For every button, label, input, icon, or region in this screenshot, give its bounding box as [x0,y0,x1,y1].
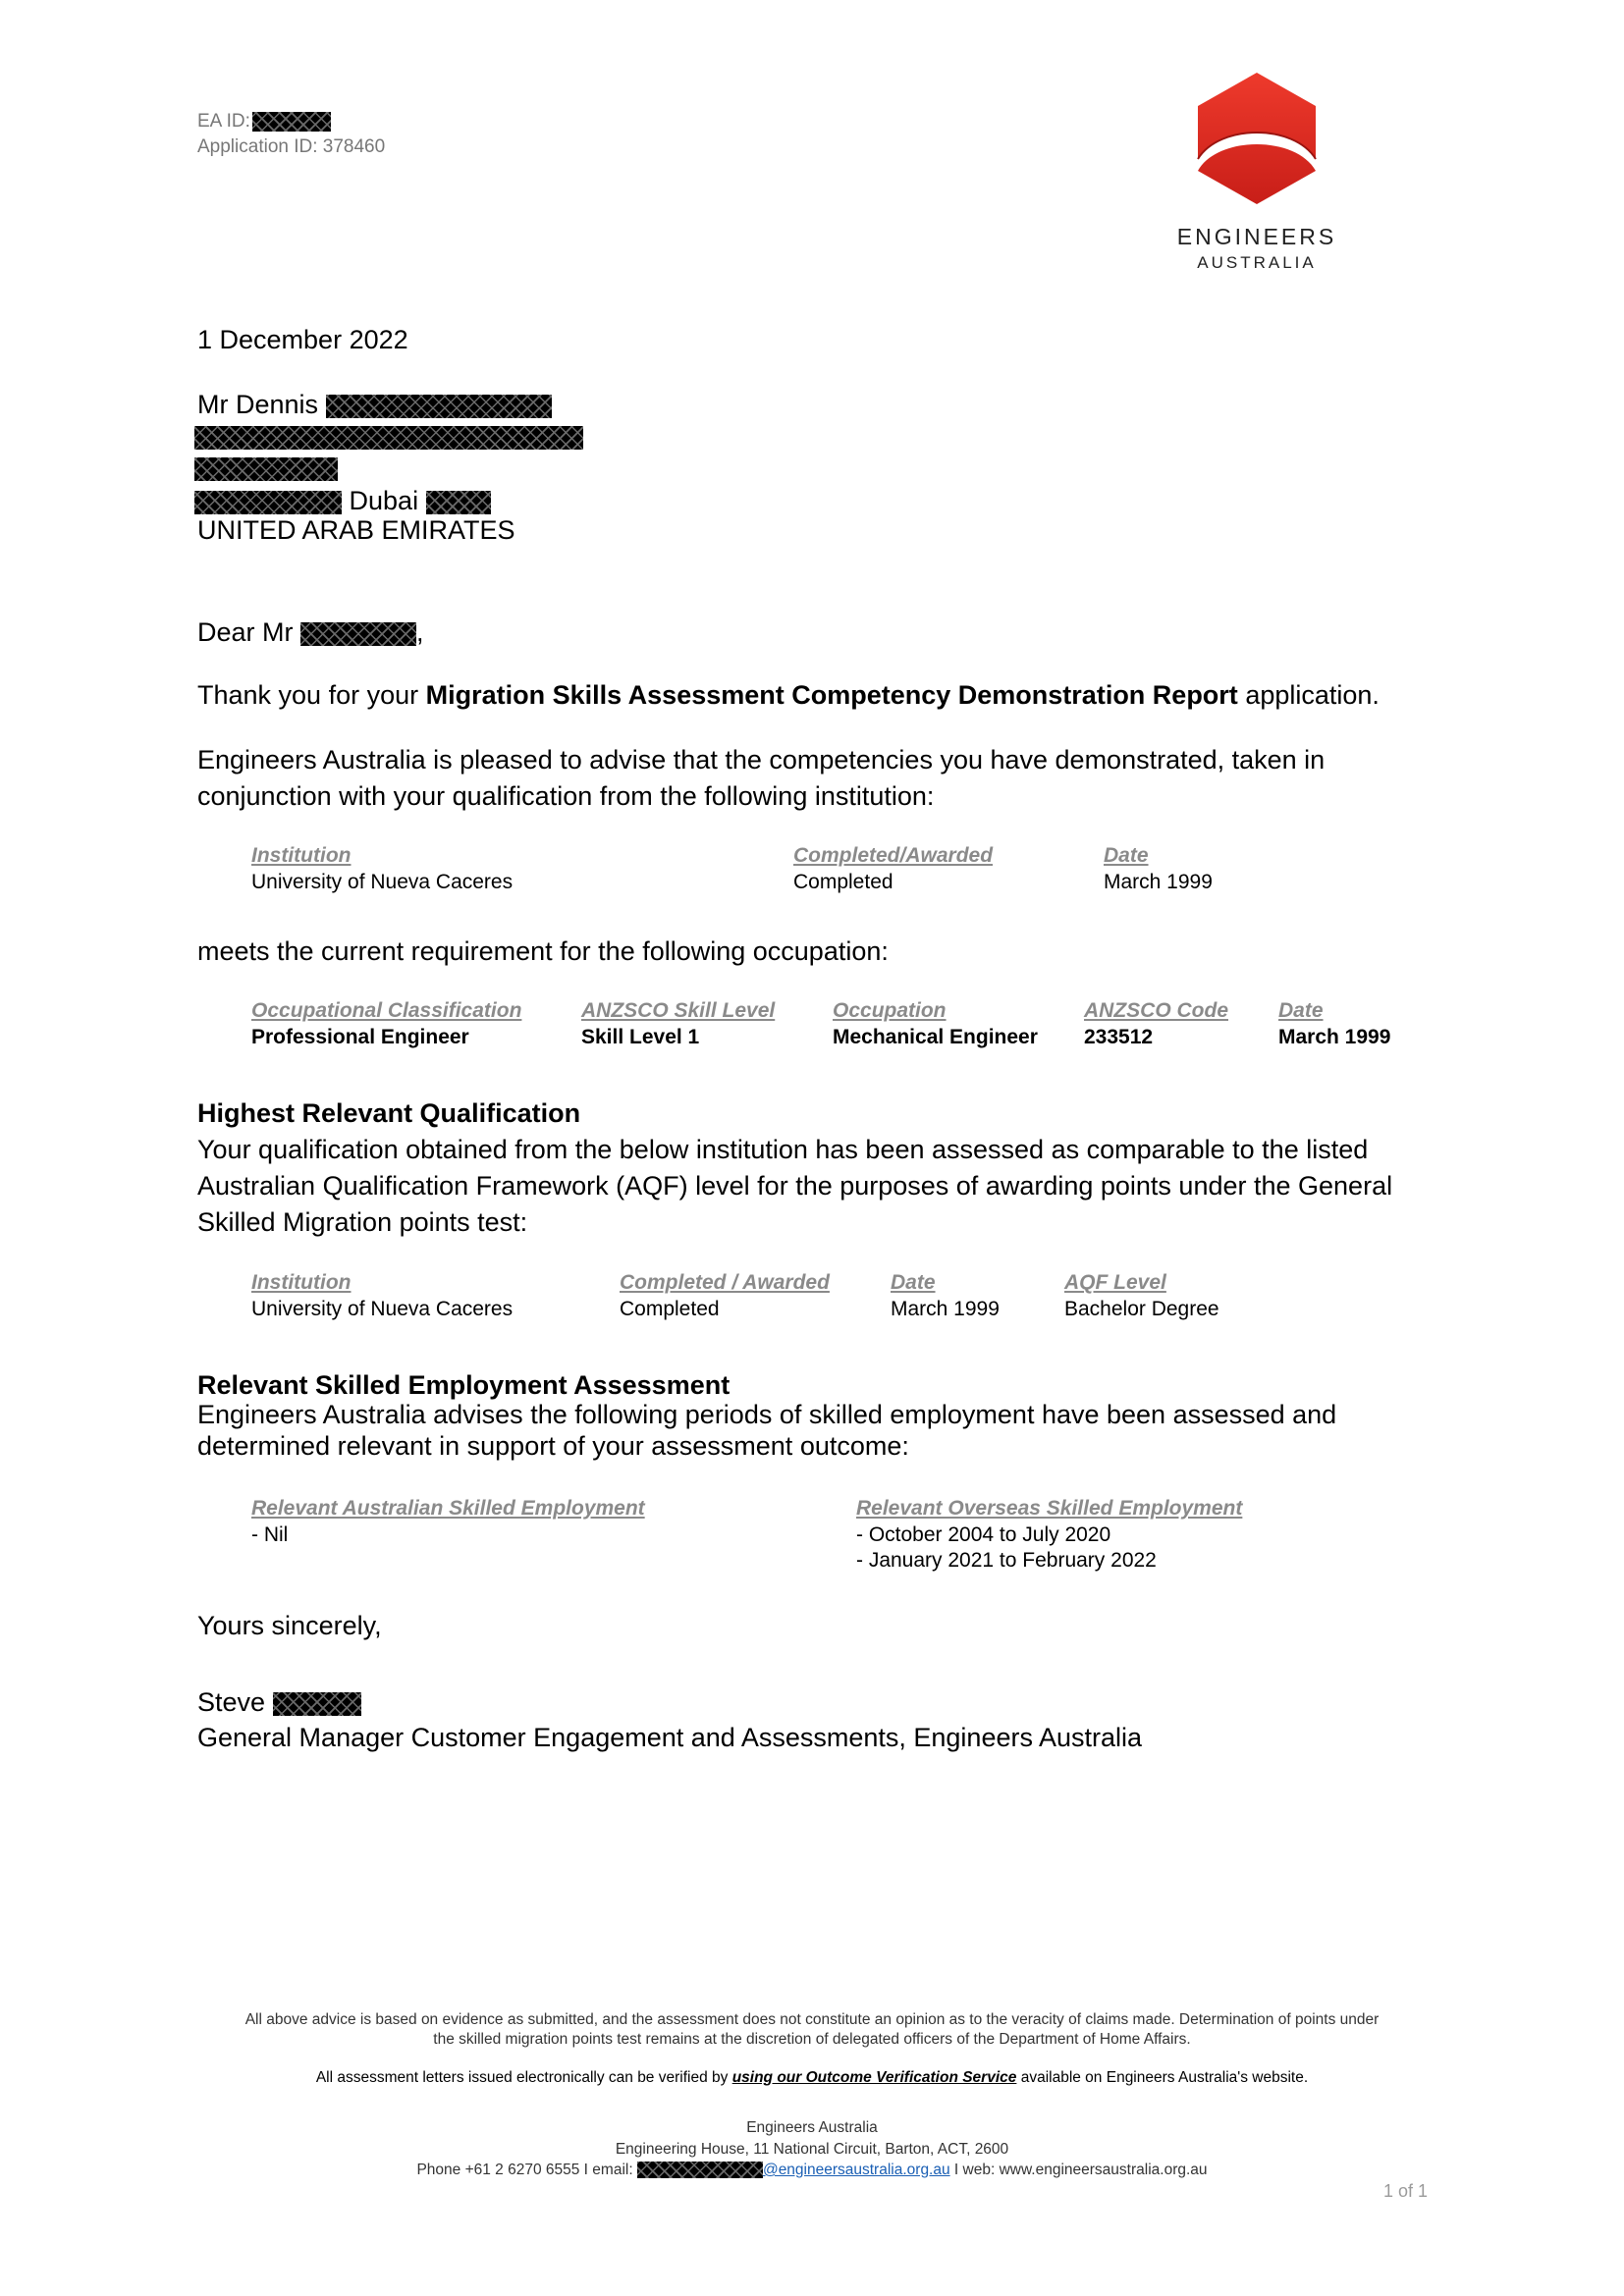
footer-disclaimer-line1: All above advice is based on evidence as submitted, and the assessment does not constitute an opinion as to the veracity of claims made. Determination of points under [244,2011,1380,2028]
footer-email-link[interactable]: @engineersaustralia.org.au [762,2162,950,2178]
para1-line2: conjunction with your qualification from the following institution: [197,781,935,811]
hexagon-logo-icon [1168,69,1345,206]
table1-cell-institution: University of Nueva Caceres [251,871,514,893]
table1-header-date: Date [1104,844,1149,867]
engineers-australia-logo [1168,69,1345,275]
redacted-email-user [637,2162,763,2178]
employment-overseas-header: Relevant Overseas Skilled Employment [856,1497,1243,1520]
salutation-text: Dear Mr [197,617,294,647]
verify-link[interactable]: using our Outcome Verification Service [731,2069,1017,2086]
recipient-name [197,387,552,423]
page-number: 1 of 1 [1382,2181,1428,2201]
table2-cell-occupation: Mechanical Engineer [833,1026,1038,1048]
redacted-area [194,491,342,514]
letter-date: 1 December 2022 [197,325,408,354]
qualification-line3: Skilled Migration points test: [197,1207,528,1237]
intro-pre: Thank you for your [197,680,426,710]
table3-header-date: Date [891,1271,936,1294]
footer-org: Engineers Australia [746,2119,878,2136]
para1-line1: Engineers Australia is pleased to advise that the competencies you have demonstrated, taken in [197,745,1326,774]
recipient-first-name: Mr Dennis [197,390,319,419]
intro-application-type: Migration Skills Assessment Competency Demonstration Report [425,680,1238,710]
table3-header-aqf-level: AQF Level [1064,1271,1166,1294]
ea-id-label: EA ID: [197,111,250,132]
table2-header-occupation: Occupation [833,999,947,1022]
footer-verify [0,2068,1624,2088]
table3-header-institution: Institution [251,1271,352,1294]
ea-id [197,111,331,133]
table3-cell-completed: Completed [620,1298,720,1320]
employment-australian-header: Relevant Australian Skilled Employment [251,1497,645,1520]
table2-cell-date: March 1999 [1278,1026,1391,1048]
qualification-line2: Australian Qualification Framework (AQF) level for the purposes of awarding points under the General [197,1171,1393,1201]
table2-header-anzsco-code: ANZSCO Code [1084,999,1228,1022]
intro-post: application. [1237,680,1380,710]
salutation [197,614,424,651]
logo-text-australia: AUSTRALIA [1197,253,1317,272]
table3-header-completed: Completed / Awarded [620,1271,830,1294]
signature-title: General Manager Customer Engagement and Assessments, Engineers Australia [197,1723,1143,1752]
employment-overseas-item: - January 2021 to February 2022 [856,1549,1157,1572]
redacted-salutation-surname [300,622,416,646]
redacted-address-line-2 [194,457,338,481]
table3-cell-aqf-level: Bachelor Degree [1064,1298,1219,1320]
closing: Yours sincerely, [197,1611,382,1640]
footer-address: Engineering House, 11 National Circuit, Barton, ACT, 2600 [615,2141,1009,2158]
redacted-address-line-1 [194,426,583,450]
employment-australian-item: - Nil [251,1523,289,1546]
footer-web: I web: www.engineersaustralia.org.au [949,2162,1208,2178]
employment-line2: determined relevant in support of your assessment outcome: [197,1431,909,1461]
signature-first-name: Steve [197,1687,266,1717]
redacted-surname [326,395,552,418]
signature-name [197,1684,361,1721]
table2-header-classification: Occupational Classification [251,999,522,1022]
table1-header-completed: Completed/Awarded [793,844,994,867]
table2-cell-anzsco-code: 233512 [1084,1026,1154,1048]
footer-contact [0,2161,1624,2180]
employment-overseas-item: - October 2004 to July 2020 [856,1523,1111,1546]
redacted-po-box [426,491,491,514]
salutation-comma: , [416,617,424,647]
table1-cell-completed: Completed [793,871,893,893]
redacted-ea-id [252,112,331,132]
footer-disclaimer-line2: the skilled migration points test remains at the discretion of delegated officers of the Department of Home Affairs. [433,2031,1191,2048]
verify-post: available on Engineers Australia's website. [1016,2069,1309,2086]
employment-heading: Relevant Skilled Employment Assessment [197,1370,731,1400]
table3-cell-institution: University of Nueva Caceres [251,1298,514,1320]
redacted-signature-surname [273,1692,361,1716]
table3-cell-date: March 1999 [891,1298,1000,1320]
qualification-heading: Highest Relevant Qualification [197,1098,581,1128]
footer-phone: Phone +61 2 6270 6555 I email: [416,2162,637,2178]
intro-paragraph [197,677,1380,714]
table2-header-skill-level: ANZSCO Skill Level [581,999,776,1022]
employment-line1: Engineers Australia advises the following periods of skilled employment have been assessed and [197,1400,1337,1429]
table1-cell-date: March 1999 [1104,871,1213,893]
para2: meets the current requirement for the following occupation: [197,936,889,966]
application-id: Application ID: 378460 [197,136,386,157]
table1-header-institution: Institution [251,844,352,867]
verify-pre: All assessment letters issued electronically can be verified by [315,2069,732,2086]
qualification-line1: Your qualification obtained from the below institution has been assessed as comparable to the listed [197,1135,1369,1164]
table2-cell-classification: Professional Engineer [251,1026,469,1048]
table2-header-date: Date [1278,999,1324,1022]
address-city: Dubai [349,486,419,515]
table2-cell-skill-level: Skill Level 1 [581,1026,700,1048]
address-country: UNITED ARAB EMIRATES [197,515,515,545]
logo-text-engineers: ENGINEERS [1176,224,1337,249]
